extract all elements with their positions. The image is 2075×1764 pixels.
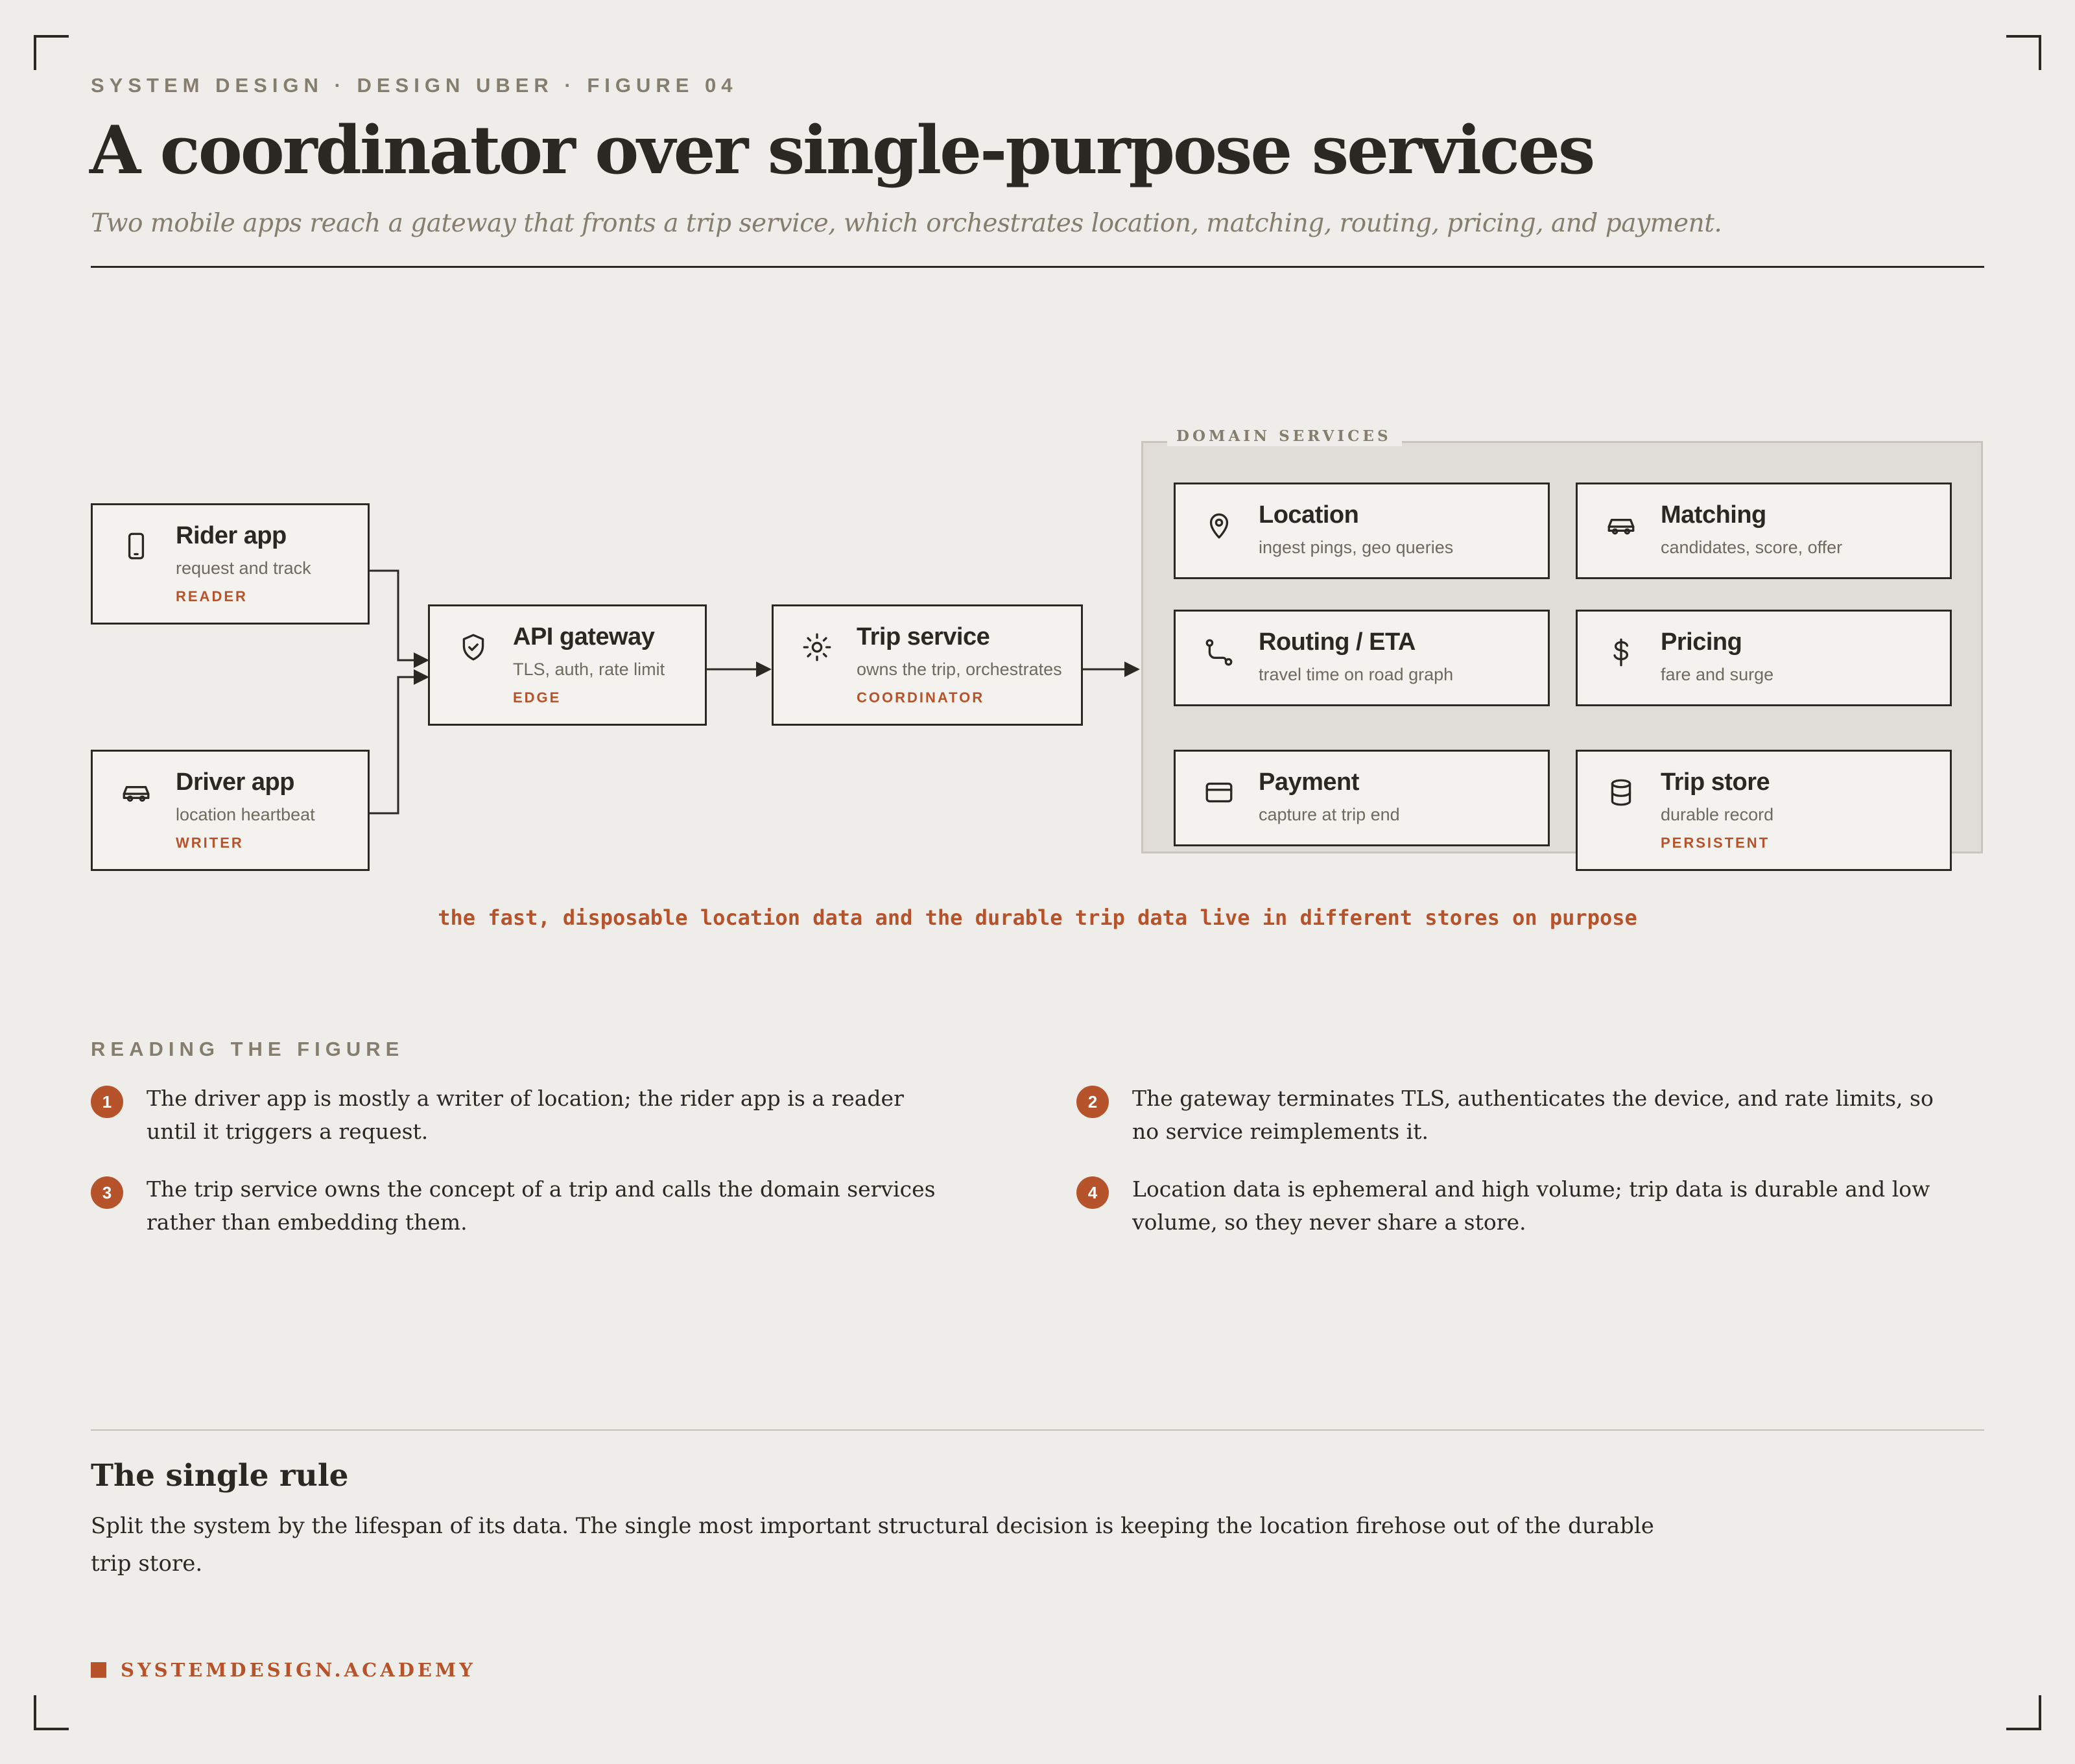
dollar-icon <box>1605 636 1637 669</box>
node-tag: WRITER <box>176 835 244 851</box>
node-tag: READER <box>176 588 248 604</box>
node-name: Payment <box>1259 769 1359 796</box>
brand-text: SYSTEMDESIGN.ACADEMY <box>121 1659 476 1681</box>
phone-icon <box>120 530 152 562</box>
node-matching <box>1576 483 1952 579</box>
brand-square-icon <box>91 1662 106 1678</box>
node-trip-service <box>772 604 1083 726</box>
node-tag: EDGE <box>513 689 562 706</box>
domain-services-label: DOMAIN SERVICES <box>1167 427 1402 446</box>
node-name: Driver app <box>176 769 294 796</box>
rule-body: Split the system by the lifespan of its data. The single most important structural decision is keeping the location firehose out of the durable trip store. <box>91 1513 1654 1577</box>
arrow-rider-to-gateway <box>368 571 424 660</box>
node-description: ingest pings, geo queries <box>1259 538 1454 557</box>
node-description: fare and surge <box>1661 665 1774 684</box>
node-driver-app <box>91 750 370 871</box>
node-name: Pricing <box>1661 628 1742 656</box>
shield-icon <box>457 631 490 663</box>
rule-heading: The single rule <box>91 1458 349 1494</box>
car-icon <box>120 776 152 809</box>
node-trip-store <box>1576 750 1952 871</box>
map-pin-icon <box>1203 509 1235 542</box>
node-tag: COORDINATOR <box>857 689 985 706</box>
arrow-driver-to-gateway <box>368 677 424 813</box>
route-icon <box>1203 636 1235 669</box>
note-number-badge: 1 <box>91 1086 123 1118</box>
node-description: capture at trip end <box>1259 805 1400 824</box>
diagram-callout: the fast, disposable location data and the durable trip data live in different stores on purpose <box>438 905 1637 930</box>
node-name: Trip service <box>857 623 990 650</box>
node-description: durable record <box>1661 805 1774 824</box>
arrowhead-gateway-trip <box>756 662 772 677</box>
arrowhead-driver <box>414 669 429 685</box>
page-subtitle: Two mobile apps reach a gateway that fronts a trip service, which orchestrates location, matching, routing, pricing, and payment. <box>91 209 1722 238</box>
node-tag: PERSISTENT <box>1661 835 1770 851</box>
database-icon <box>1605 776 1637 809</box>
note-text: The driver app is mostly a writer of location; the rider app is a reader until it triggers a request. <box>147 1086 904 1144</box>
section-divider <box>91 1429 1984 1431</box>
note-text: The gateway terminates TLS, authenticates the device, and rate limits, so no service reimplements it. <box>1132 1086 1934 1144</box>
sun-gear-icon <box>801 631 833 663</box>
node-name: Matching <box>1661 501 1766 529</box>
arrowhead-trip-domain <box>1124 662 1140 677</box>
credit-card-icon <box>1203 776 1235 809</box>
node-description: request and track <box>176 558 311 578</box>
note-text: Location data is ephemeral and high volume; trip data is durable and low volume, so they never share a store. <box>1132 1176 1930 1235</box>
node-description: TLS, auth, rate limit <box>513 660 665 679</box>
note-text: The trip service owns the concept of a trip and calls the domain services rather than embedding them. <box>147 1176 936 1235</box>
node-rider-app <box>91 503 370 625</box>
node-pricing <box>1576 610 1952 706</box>
page-title: A coordinator over single-purpose services <box>89 112 1594 189</box>
node-api-gateway <box>428 604 707 726</box>
node-description: owns the trip, orchestrates <box>857 660 1062 679</box>
node-routing-eta <box>1174 610 1550 706</box>
node-description: travel time on road graph <box>1259 665 1454 684</box>
node-name: API gateway <box>513 623 655 650</box>
car-icon <box>1605 509 1637 542</box>
eyebrow: SYSTEM DESIGN · DESIGN UBER · FIGURE 04 <box>91 74 738 97</box>
arrowhead-rider <box>414 652 429 668</box>
node-name: Routing / ETA <box>1259 628 1416 656</box>
node-description: candidates, score, offer <box>1661 538 1843 557</box>
node-name: Location <box>1259 501 1359 529</box>
node-name: Trip store <box>1661 769 1770 796</box>
note-number-badge: 2 <box>1076 1086 1109 1118</box>
node-location <box>1174 483 1550 579</box>
reading-section-title: READING THE FIGURE <box>91 1038 405 1060</box>
note-number-badge: 3 <box>91 1176 123 1209</box>
node-name: Rider app <box>176 522 287 549</box>
node-description: location heartbeat <box>176 805 315 824</box>
footer-brand <box>91 1659 476 1681</box>
node-payment <box>1174 750 1550 846</box>
note-number-badge: 4 <box>1076 1176 1109 1209</box>
